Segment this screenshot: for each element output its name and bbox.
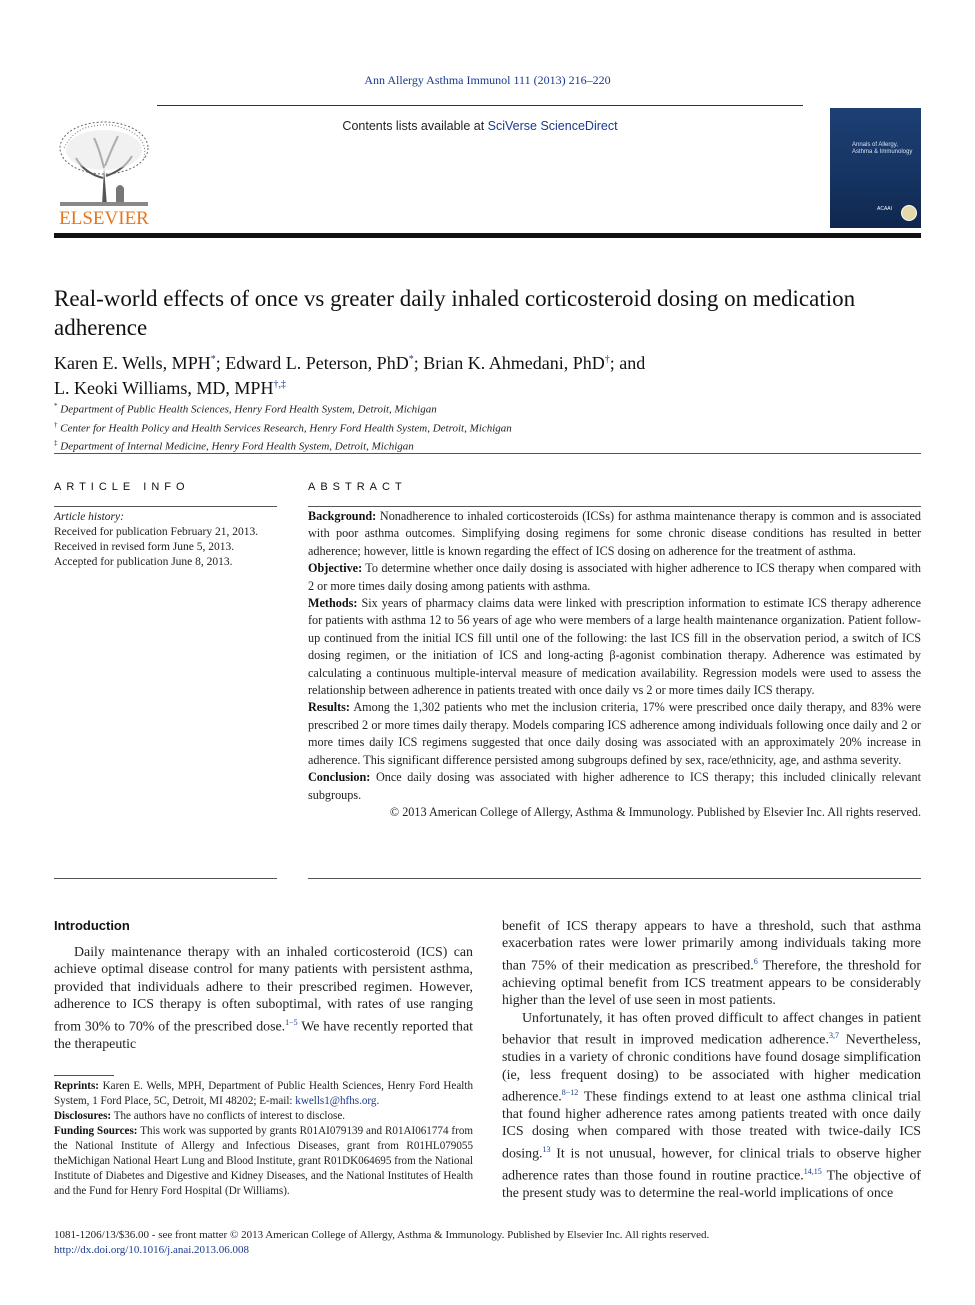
- journal-reference[interactable]: Ann Allergy Asthma Immunol 111 (2013) 216–220: [364, 73, 611, 87]
- footnote-reprints: Reprints: Karen E. Wells, MPH, Department of Public Health Sciences, Henry Ford Health System, 1 Ford Place, 5C, Detroit, MI 48202; E-mail: kwells1@hfhs.org.: [54, 1080, 473, 1107]
- article-info-heading: ARTICLE INFO: [54, 481, 190, 493]
- abstract-rule: [308, 506, 921, 507]
- affiliation-mark: *: [54, 402, 58, 410]
- abstract-text: To determine whether once daily dosing is associated with higher adherence to ICS therapy when compared with 2 or more times daily dosing among patients with asthma.: [308, 561, 921, 593]
- abstract-label: Conclusion:: [308, 770, 371, 785]
- abstract-label: Results:: [308, 700, 350, 715]
- affiliation-mark: †: [54, 420, 58, 429]
- abstract-label: Methods:: [308, 596, 358, 611]
- history-label: Article history:: [54, 511, 124, 523]
- citation-ref[interactable]: 13: [542, 1144, 551, 1154]
- affiliation-text: Center for Health Policy and Health Services Research, Henry Ford Health System, Detroit, Michigan: [60, 422, 512, 435]
- issn-line: 1081-1206/13/$36.00 - see front matter © 2013 American College of Allergy, Asthma & Immunology. Published by Elsevier Inc. All rights reserved.: [54, 1229, 710, 1241]
- email-link[interactable]: kwells1@hfhs.org: [295, 1095, 377, 1107]
- body-text: It is not unusual, however, for clinical trials to observe higher adherence rates than those found in routine practice.: [502, 1146, 921, 1184]
- footnote-text: Karen E. Wells, MPH, Department of Public Health Sciences, Henry Ford Health System, 1 Ford Place, 5C, Detroit, MI 48202; E-mail:: [54, 1080, 473, 1107]
- article-info-bottom-rule: [54, 878, 277, 879]
- author-mark[interactable]: *: [408, 354, 414, 365]
- body-left-column: [54, 944, 473, 1053]
- contents-prefix: Contents lists available at: [342, 119, 488, 133]
- elsevier-wordmark: ELSEVIER: [59, 208, 149, 229]
- abstract-objective: [308, 560, 921, 595]
- footnote-label: Funding Sources:: [54, 1125, 138, 1137]
- abstract-text: Among the 1,302 patients who met the inclusion criteria, 17% were prescribed once daily therapy, and 83% were prescribed 2 or more times daily therapy. Models comparing ICS adherence among individuals following once daily and 2 or more times daily ICS regimens suggested that once daily dosing was associated with an approximately 20% increase in adherence. This significant difference persisted among subgroups defined by sex, race/ethnicity, age, and asthma severity.: [308, 700, 922, 767]
- abstract-results: [308, 699, 921, 769]
- abstract-text: Once daily dosing was associated with higher adherence to ICS therapy; this included clinically relevant subgroups.: [308, 770, 922, 802]
- body-text: Therefore, the threshold for achieving optimal benefit from ICS treatment appears to be considerably higher than the level of use seen in most patients.: [502, 958, 921, 1009]
- citation-ref[interactable]: 8−12: [561, 1087, 579, 1097]
- title-block-rule: [54, 453, 921, 454]
- abstract-label: Objective:: [308, 561, 363, 576]
- header-rule: [157, 105, 803, 106]
- contents-line: [157, 119, 803, 133]
- body-paragraph: [502, 918, 921, 1010]
- footnote-disclosures: [54, 1109, 473, 1124]
- article-info-rule: [54, 506, 277, 507]
- footnote-funding: [54, 1124, 473, 1199]
- abstract-text: Six years of pharmacy claims data were linked with prescription information to estimate ICS therapy adherence for patients with asthma 12 to 56 years of age who were members of a large health maintenance organization. Patient follow-up continued from the initial ICS fill until one of the following: the last ICS fill in the observation period, a switch of ICS dosing regimen, or the initiation of ICS and long-acting β-agonist combination therapy. Adherence was estimated by calculating a continuous multiple-interval measure of medication availability. Regression models were used to assess the relationship between adherence in patients treated with once daily vs 2 or more times daily ICS therapy.: [308, 596, 921, 698]
- author-separator: ;: [413, 353, 424, 373]
- footnote-label: Reprints:: [54, 1080, 99, 1092]
- author-name[interactable]: L. Keoki Williams, MD, MPH: [54, 378, 274, 398]
- abstract-text: Nonadherence to inhaled corticosteroids (ICSs) for asthma maintenance therapy is common and is associated with poor asthma outcomes. Simplifying dosing regimens for some chronic disease conditions has resulted in better adherence; however, little is known regarding the effect of ICS dosing on adherence for the treatment of asthma.: [308, 509, 921, 558]
- citation-ref[interactable]: 14,15: [803, 1166, 822, 1176]
- author-name[interactable]: Karen E. Wells, MPH: [54, 353, 211, 373]
- footnote-text: The authors have no conflicts of interest to disclose.: [111, 1110, 346, 1122]
- affiliation-text: Department of Internal Medicine, Henry Ford Health System, Detroit, Michigan: [60, 440, 414, 453]
- abstract-body: [308, 508, 921, 821]
- introduction-heading: Introduction: [54, 918, 130, 933]
- body-text: We have recently reported that the therapeutic: [54, 1019, 473, 1052]
- body-text: The objective of the present study was to determine the real-world implications of once: [502, 1168, 921, 1201]
- header-thick-rule: [54, 233, 921, 238]
- author-separator: ;: [215, 353, 226, 373]
- affiliation-text: Department of Public Health Sciences, Henry Ford Health System, Detroit, Michigan: [60, 403, 437, 416]
- abstract-heading: ABSTRACT: [308, 481, 407, 493]
- history-received: Received for publication February 21, 2013.: [54, 526, 259, 538]
- footnote-label: Disclosures:: [54, 1110, 112, 1122]
- cover-title: Annals of Allergy, Asthma & Immunology: [852, 142, 913, 155]
- citation-ref[interactable]: 6: [753, 956, 758, 966]
- cover-seal-icon: [901, 205, 917, 221]
- affiliation-item: [54, 418, 921, 437]
- footnote-text: This work was supported by grants R01AI079139 and R01AI061774 from the National Institute of Allergy and Infectious Diseases, grant from R01HL079055 theMichigan National Heart Lung and Blood Institute, grant R01DK064695 from the National Institute of Diabetes and Digestive and Kidney Diseases, and the National Institutes of Health and the Fund for Henry Ford Hospital (Dr Williams).: [54, 1125, 474, 1197]
- body-text: Unfortunately, it has often proved difficult to affect changes in patient behavior that result in improved medication adherence.: [502, 1010, 921, 1048]
- affiliation-item: [54, 399, 921, 418]
- author-mark[interactable]: †,‡: [273, 379, 286, 390]
- author-list: [54, 349, 921, 399]
- body-text: Nevertheless, studies in a variety of chronic conditions have found dosage simplification (ie, less frequent dosing) to be associated with higher medication adherence.: [502, 1032, 922, 1105]
- cover-badge: ACAAI: [877, 206, 893, 212]
- history-revised: Received in revised form June 5, 2013.: [54, 541, 235, 553]
- abstract-bottom-rule: [308, 878, 921, 879]
- article-title: Real-world effects of once vs greater daily inhaled corticosteroid dosing on medication adherence: [54, 286, 856, 340]
- body-text: benefit of ICS therapy appears to have a threshold, such that asthma exacerbation rates were lower primarily among individuals taking more than 75% of their medication as prescribed.: [502, 919, 921, 974]
- sciencedirect-link[interactable]: SciVerse ScienceDirect: [487, 119, 618, 133]
- doi-link[interactable]: http://dx.doi.org/10.1016/j.anai.2013.06.008: [54, 1244, 250, 1256]
- affiliation-mark: ‡: [54, 439, 58, 448]
- footnote-rule: [54, 1075, 114, 1076]
- author-mark[interactable]: *: [210, 354, 216, 365]
- abstract-methods: [308, 595, 921, 699]
- abstract-conclusion: [308, 769, 921, 804]
- abstract-copyright: © 2013 American College of Allergy, Asthma & Immunology. Published by Elsevier Inc. All rights reserved.: [389, 804, 921, 819]
- article-history: [54, 510, 277, 570]
- body-paragraph: [54, 944, 473, 1053]
- body-right-column: [502, 918, 921, 1202]
- abstract-label: Background:: [308, 509, 377, 523]
- author-name[interactable]: Edward L. Peterson, PhD: [225, 353, 409, 373]
- history-accepted: Accepted for publication June 8, 2013.: [54, 556, 233, 568]
- body-paragraph: [502, 1010, 921, 1203]
- author-name[interactable]: Brian K. Ahmedani, PhD: [423, 353, 605, 373]
- citation-ref[interactable]: 3,7: [828, 1031, 839, 1041]
- page-footer: [54, 1228, 921, 1258]
- body-text: Daily maintenance therapy with an inhaled corticosteroid (ICS) can achieve optimal disease control for many patients with persistent asthma, provided that individuals adhere to their prescribed regimen. However, adherence to ICS therapy is often suboptimal, with rates of use ranging from 30% to 70% of the prescribed dose.: [54, 945, 473, 1035]
- abstract-background: [308, 508, 921, 560]
- footnotes: [54, 1079, 473, 1199]
- citation-ref[interactable]: 1−5: [285, 1017, 298, 1027]
- body-text: These findings extend to at least one asthma clinical trial that found higher adherence rates among patients treated with once daily ICS dosing when compared with those treated with twice-daily ICS dosing.: [502, 1089, 921, 1162]
- affiliation-list: [54, 399, 921, 455]
- author-separator: ; and: [609, 353, 646, 373]
- author-mark[interactable]: †: [604, 354, 610, 365]
